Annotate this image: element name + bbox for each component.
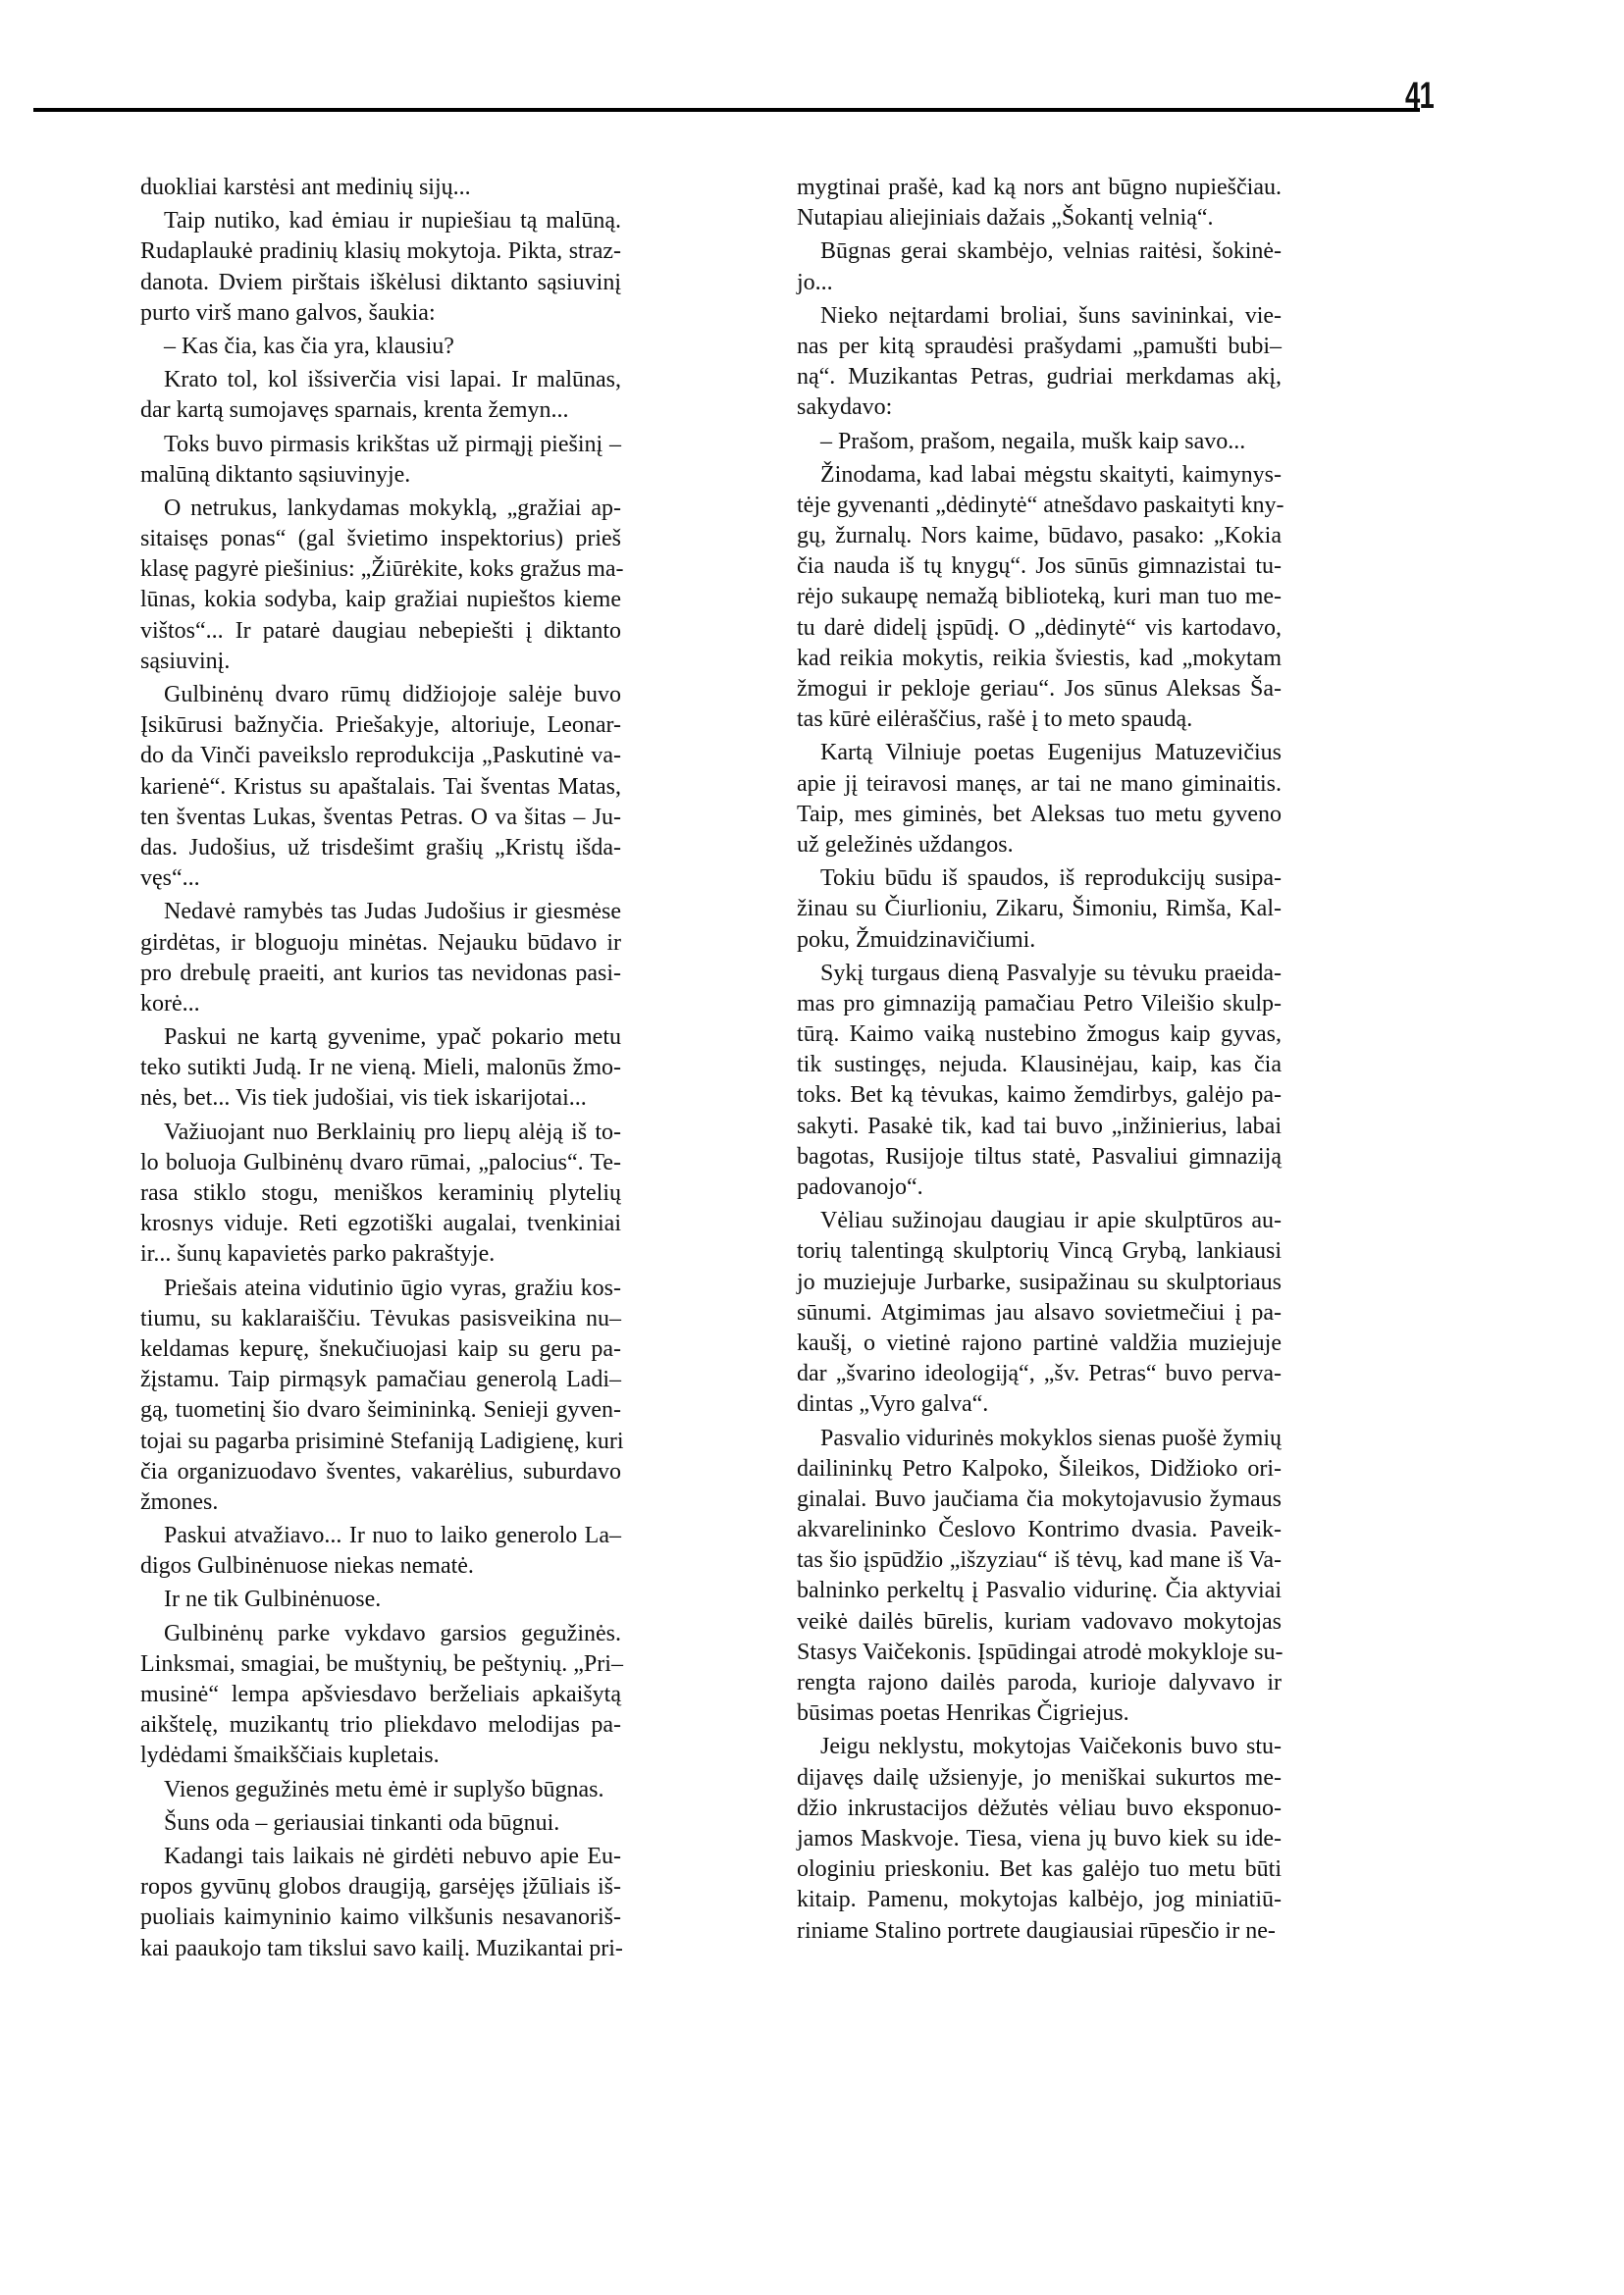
text-line: rengta rajono dailės paroda, kurioje dalyvavo ir xyxy=(797,1670,1282,1695)
text-line: ologiniu prieskoniu. Bet kas galėjo tuo metu būti xyxy=(797,1856,1282,1883)
paragraph xyxy=(797,301,1282,424)
text-line: torių talentingą skulptorių Vincą Grybą, lankiausi xyxy=(797,1238,1282,1265)
text-line: kad reikia mokytis, reikia šviestis, kad „mokytam xyxy=(797,645,1282,671)
text-line: žįstamu. Taip pirmąsyk pamačiau generolą Ladi– xyxy=(140,1367,621,1393)
text-line: Paskui atvažiavo... Ir nuo to laiko generolo La– xyxy=(164,1523,621,1549)
text-line: dijavęs dailę užsienyje, jo meniškai sukurtos me- xyxy=(797,1764,1282,1791)
text-line: Gulbinėnų dvaro rūmų didžiojoje salėje buvo xyxy=(164,682,621,707)
text-line: Paskui ne kartą gyvenime, ypač pokario metu xyxy=(164,1024,621,1051)
text-line: malūną diktanto sąsiuvinyje. xyxy=(140,461,411,488)
text-line: bagotas, Rusijoje tiltus statė, Pasvaliui gimnaziją xyxy=(797,1143,1282,1170)
paragraph xyxy=(140,680,621,894)
text-line: dar kartą sumojavęs sparnais, krenta žemyn... xyxy=(140,397,569,424)
text-line: ropos gyvūnų globos draugiją, garsėjęs įžūliais iš- xyxy=(140,1874,621,1901)
page-header xyxy=(0,0,1624,128)
paragraph xyxy=(140,173,621,203)
paragraph xyxy=(797,1206,1282,1420)
text-line: Stasys Vaičekonis. Įspūdingai atrodė mokykloje su- xyxy=(797,1639,1283,1665)
text-line: Kadangi tais laikais nė girdėti nebuvo apie Eu- xyxy=(164,1843,621,1869)
text-line: tūrą. Kaimo vaiką nustebino žmogus kaip gyvas, xyxy=(797,1021,1282,1048)
text-line: rasa stiklo stogu, meniškos keraminių plytelių xyxy=(140,1180,621,1206)
text-line: musinė“ lempa apšviesdavo berželiais apkaišytą xyxy=(140,1682,621,1707)
paragraph xyxy=(140,494,624,677)
paragraph xyxy=(140,1808,621,1839)
text-line: ginalai. Buvo jaučiama čia mokytojavusio žymaus xyxy=(797,1486,1282,1512)
text-line: būsimas poetas Henrikas Čigriejus. xyxy=(797,1700,1129,1727)
text-line: tojai su pagarba prisiminė Stefaniją Ladigienę, kuri xyxy=(140,1428,624,1454)
text-line: mas pro gimnaziją pamačiau Petro Vileišio skulp- xyxy=(797,990,1282,1017)
paragraph xyxy=(797,863,1282,956)
text-line: Nedavė ramybės tas Judas Judošius ir giesmėse xyxy=(164,899,621,925)
text-line: karienė“. Kristus su apaštalais. Tai šventas Matas, xyxy=(140,773,621,800)
text-column-left xyxy=(140,173,624,1964)
paragraph xyxy=(797,236,1282,297)
text-line: dailininkų Petro Kalpoko, Šileikos, Didžioko ori- xyxy=(797,1455,1282,1482)
paragraph xyxy=(797,738,1282,861)
paragraph xyxy=(140,1274,624,1519)
header-rule xyxy=(33,108,1420,112)
paragraph xyxy=(140,1585,621,1615)
text-line: digos Gulbinėnuose niekas nematė. xyxy=(140,1553,474,1580)
text-line: nės, bet... Vis tiek judošiai, vis tiek iskarijotai... xyxy=(140,1085,587,1112)
text-line: Toks buvo pirmasis krikštas už pirmąjį piešinį – xyxy=(164,431,621,457)
paragraph xyxy=(140,206,621,329)
text-line: žinau su Čiurlioniu, Zikaru, Šimoniu, Rimša, Kal- xyxy=(797,896,1282,922)
text-line: sąsiuvinį. xyxy=(140,648,231,674)
paragraph xyxy=(797,1732,1282,1946)
text-column-right xyxy=(797,173,1282,1947)
text-line: kai paaukojo tam tikslui savo kailį. Muzikantai pri- xyxy=(140,1935,623,1961)
text-line: už geležinės uždangos. xyxy=(797,831,1014,858)
text-line: Taip nutiko, kad ėmiau ir nupiešiau tą malūną. xyxy=(164,208,621,235)
paragraph xyxy=(140,1842,621,1964)
text-line: Šuns oda – geriausiai tinkanti oda būgnui. xyxy=(164,1809,560,1836)
text-line: do da Vinči paveikslo reprodukcija „Paskutinė va- xyxy=(140,743,621,769)
text-line: ten šventas Lukas, šventas Petras. O va šitas – Ju- xyxy=(140,804,621,830)
text-line: Vėliau sužinojau daugiau ir apie skulptūros au- xyxy=(820,1208,1282,1234)
paragraph xyxy=(140,1022,621,1115)
text-line: dar „švarino ideologiją“, „šv. Petras“ buvo perva- xyxy=(797,1361,1282,1387)
text-line: purto virš mano galvos, šaukia: xyxy=(140,299,436,326)
text-line: tu darė didelį įspūdį. O „dėdinytė“ vis kartodavo, xyxy=(797,614,1282,641)
text-line: sakydavo: xyxy=(797,394,893,421)
text-line: Tokiu būdu iš spaudos, iš reprodukcijų susipa- xyxy=(820,865,1282,892)
text-line: tas kūrė eilėraščius, rašė į to meto spaudą. xyxy=(797,706,1193,733)
text-line: džio inkrustacijos dėžutės vėliau buvo eksponuo- xyxy=(797,1795,1282,1821)
text-line: vištos“... Ir patarė daugiau nebepiešti į diktanto xyxy=(140,617,621,644)
page-number: 41 xyxy=(1405,76,1435,117)
text-line: lydėdami šmaikščiais kupletais. xyxy=(140,1743,440,1769)
text-line: aikštelę, muzikantų trio pliekdavo melodijas pa- xyxy=(140,1712,621,1739)
text-line: tas šio įspūdžio „išzyziau“ iš tėvų, kad mane iš Va- xyxy=(797,1547,1282,1574)
text-line: tiumu, su kaklaraiščiu. Tėvukas pasisveikina nu– xyxy=(140,1305,621,1331)
text-line: O netrukus, lankydamas mokyklą, „gražiai ap- xyxy=(164,495,621,521)
text-line: gų, žurnalų. Nors kaime, būdavo, pasako: „Kokia xyxy=(797,523,1282,549)
text-line: dintas „Vyro galva“. xyxy=(797,1391,989,1418)
text-line: mygtinai prašė, kad ką nors ant būgno nupieščiau. xyxy=(797,175,1282,200)
paragraph xyxy=(140,1118,621,1271)
text-line: vęs“... xyxy=(140,865,200,892)
text-line: Taip, mes giminės, bet Aleksas tuo metu gyveno xyxy=(797,801,1282,827)
text-line: Būgnas gerai skambėjo, velnias raitėsi, šokinė- xyxy=(820,238,1282,265)
paragraph xyxy=(797,427,1282,457)
text-line: Nieko neįtardami broliai, šuns savininkai, vie- xyxy=(820,302,1282,329)
paragraph xyxy=(797,1424,1282,1730)
text-line: Įsikūrusi bažnyčia. Priešakyje, altoriuje, Leonar- xyxy=(140,712,621,739)
text-line: lūnas, kokia sodyba, kaip gražiai nupieštos kieme xyxy=(140,587,621,613)
text-line: jamos Maskvoje. Tiesa, viena jų buvo kiek su ide- xyxy=(797,1825,1282,1852)
paragraph xyxy=(140,1619,621,1772)
paragraph xyxy=(140,1521,621,1582)
text-line: kaušį, o vietinė rajono partinė valdžia muziejuje xyxy=(797,1330,1282,1356)
text-line: tik sustingęs, nejuda. Klausinėjau, kaip, kas čia xyxy=(797,1052,1282,1078)
text-line: poku, Žmuidzinavičiumi. xyxy=(797,926,1036,953)
text-line: lo boluoja Gulbinėnų dvaro rūmai, „palocius“. Te- xyxy=(140,1149,621,1175)
text-line: Linksmai, smagiai, be muštynių, be peštynių. „Pri– xyxy=(140,1650,623,1677)
text-line: žmones. xyxy=(140,1488,219,1515)
text-line: riniame Stalino portrete daugiausiai rūpesčio ir ne- xyxy=(797,1917,1276,1944)
text-line: nas per kitą spraudėsi prašydami „pamušti bubi– xyxy=(797,333,1282,359)
text-line: akvarelininko Česlovo Kontrimo dvasia. Paveik- xyxy=(797,1517,1282,1543)
text-line: čia organizuodavo šventes, vakarėlius, suburdavo xyxy=(140,1458,621,1485)
text-line: Nutapiau aliejiniais dažais „Šokantį velnią“. xyxy=(797,205,1214,232)
text-line: žmogui ir pekloje geriau“. Jos sūnus Aleksas Ša- xyxy=(797,676,1282,702)
text-line: čia nauda iš tų knygų“. Jos sūnūs gimnazistai tu- xyxy=(797,553,1282,580)
text-line: gą, tuometinį šio dvaro šeimininką. Senieji gyven- xyxy=(140,1397,621,1424)
text-line: tėje gyvenanti „dėdinytė“ atnešdavo paskaityti kny- xyxy=(797,492,1284,518)
text-line: Žinodama, kad labai mėgstu skaityti, kaimynys- xyxy=(820,461,1282,488)
text-line: Sykį turgaus dieną Pasvalyje su tėvuku praeida- xyxy=(820,960,1282,986)
text-line: korė... xyxy=(140,990,200,1017)
text-line: – Kas čia, kas čia yra, klausiu? xyxy=(164,333,454,359)
text-line: Vienos gegužinės metu ėmė ir suplyšo būgnas. xyxy=(164,1776,604,1802)
text-line: Rudaplaukė pradinių klasių mokytoja. Pikta, straz- xyxy=(140,238,621,265)
text-line: jo... xyxy=(797,269,833,295)
text-line: das. Judošius, už trisdešimt grašių „Kristų išda- xyxy=(140,834,621,861)
text-line: veikė dailės būrelis, kuriam vadovavo mokytojas xyxy=(797,1608,1282,1635)
text-line: sakyti. Pasakė tik, kad tai buvo „inžinierius, labai xyxy=(797,1113,1282,1139)
text-line: padovanojo“. xyxy=(797,1174,923,1200)
text-line: balninko perkeltų į Pasvalio vidurinę. Čia aktyviai xyxy=(797,1578,1282,1604)
text-line: danota. Dviem pirštais iškėlusi diktanto sąsiuvinį xyxy=(140,269,621,295)
text-line: pro drebulę praeiti, ant kurios tas nevidonas pasi- xyxy=(140,960,621,986)
text-line: girdėtas, ir bloguoju minėtas. Nejauku būdavo ir xyxy=(140,929,621,956)
text-line: Ir ne tik Gulbinėnuose. xyxy=(164,1587,382,1613)
text-line: Kartą Vilniuje poetas Eugenijus Matuzevičius xyxy=(820,740,1282,766)
paragraph xyxy=(140,365,621,426)
paragraph xyxy=(797,959,1282,1204)
paragraph xyxy=(797,460,1282,736)
text-line: sitaisęs ponas“ (gal švietimo inspektorius) prieš xyxy=(140,526,621,552)
paragraph xyxy=(140,897,621,1019)
text-line: ną“. Muzikantas Petras, gudriai merkdamas akį, xyxy=(797,364,1282,391)
paragraph xyxy=(140,1775,621,1805)
text-line: duokliai karstėsi ant medinių sijų... xyxy=(140,175,471,200)
text-line: Gulbinėnų parke vykdavo garsios gegužinės. xyxy=(164,1620,621,1646)
text-line: rėjo sukaupę nemažą biblioteką, kuri man tuo me- xyxy=(797,584,1282,610)
text-line: Važiuojant nuo Berklainių pro liepų alėją iš to- xyxy=(164,1119,621,1145)
text-line: apie jį teiravosi manęs, ar tai ne mano giminaitis. xyxy=(797,770,1282,797)
paragraph xyxy=(140,430,621,491)
paragraph xyxy=(797,173,1282,234)
text-line: ir... šunų kapavietės parko pakraštyje. xyxy=(140,1241,496,1268)
text-line: Priešais ateina vidutinio ūgio vyras, gražiu kos- xyxy=(164,1275,621,1301)
text-line: Jeigu neklystu, mokytojas Vaičekonis buvo stu- xyxy=(820,1734,1282,1760)
text-line: teko sutikti Judą. Ir ne vieną. Mieli, malonūs žmo- xyxy=(140,1055,621,1081)
text-line: Pasvalio vidurinės mokyklos sienas puošė žymių xyxy=(820,1425,1282,1451)
text-line: puoliais kaimyninio kaimo vilkšunis nesavanoriš- xyxy=(140,1904,621,1931)
text-line: keldamas kepurę, šnekučiuojasi kaip su geru pa- xyxy=(140,1335,621,1362)
text-line: jo muziejuje Jurbarke, susipažinau su skulptoriaus xyxy=(797,1269,1282,1295)
text-line: kitaip. Pamenu, mokytojas kalbėjo, jog miniatiū- xyxy=(797,1887,1282,1913)
text-line: – Prašom, prašom, negaila, mušk kaip savo... xyxy=(820,428,1246,454)
text-line: Krato tol, kol išsiverčia visi lapai. Ir malūnas, xyxy=(164,367,621,393)
paragraph xyxy=(140,332,621,362)
text-line: toks. Bet ką tėvukas, kaimo žemdirbys, galėjo pa- xyxy=(797,1082,1282,1109)
text-line: krosnys viduje. Reti egzotiški augalai, tvenkiniai xyxy=(140,1211,621,1237)
text-line: klasę pagyrė piešinius: „Žiūrėkite, koks gražus ma- xyxy=(140,556,624,583)
text-line: sūnumi. Atgimimas jau alsavo sovietmečiui į pa- xyxy=(797,1299,1282,1326)
